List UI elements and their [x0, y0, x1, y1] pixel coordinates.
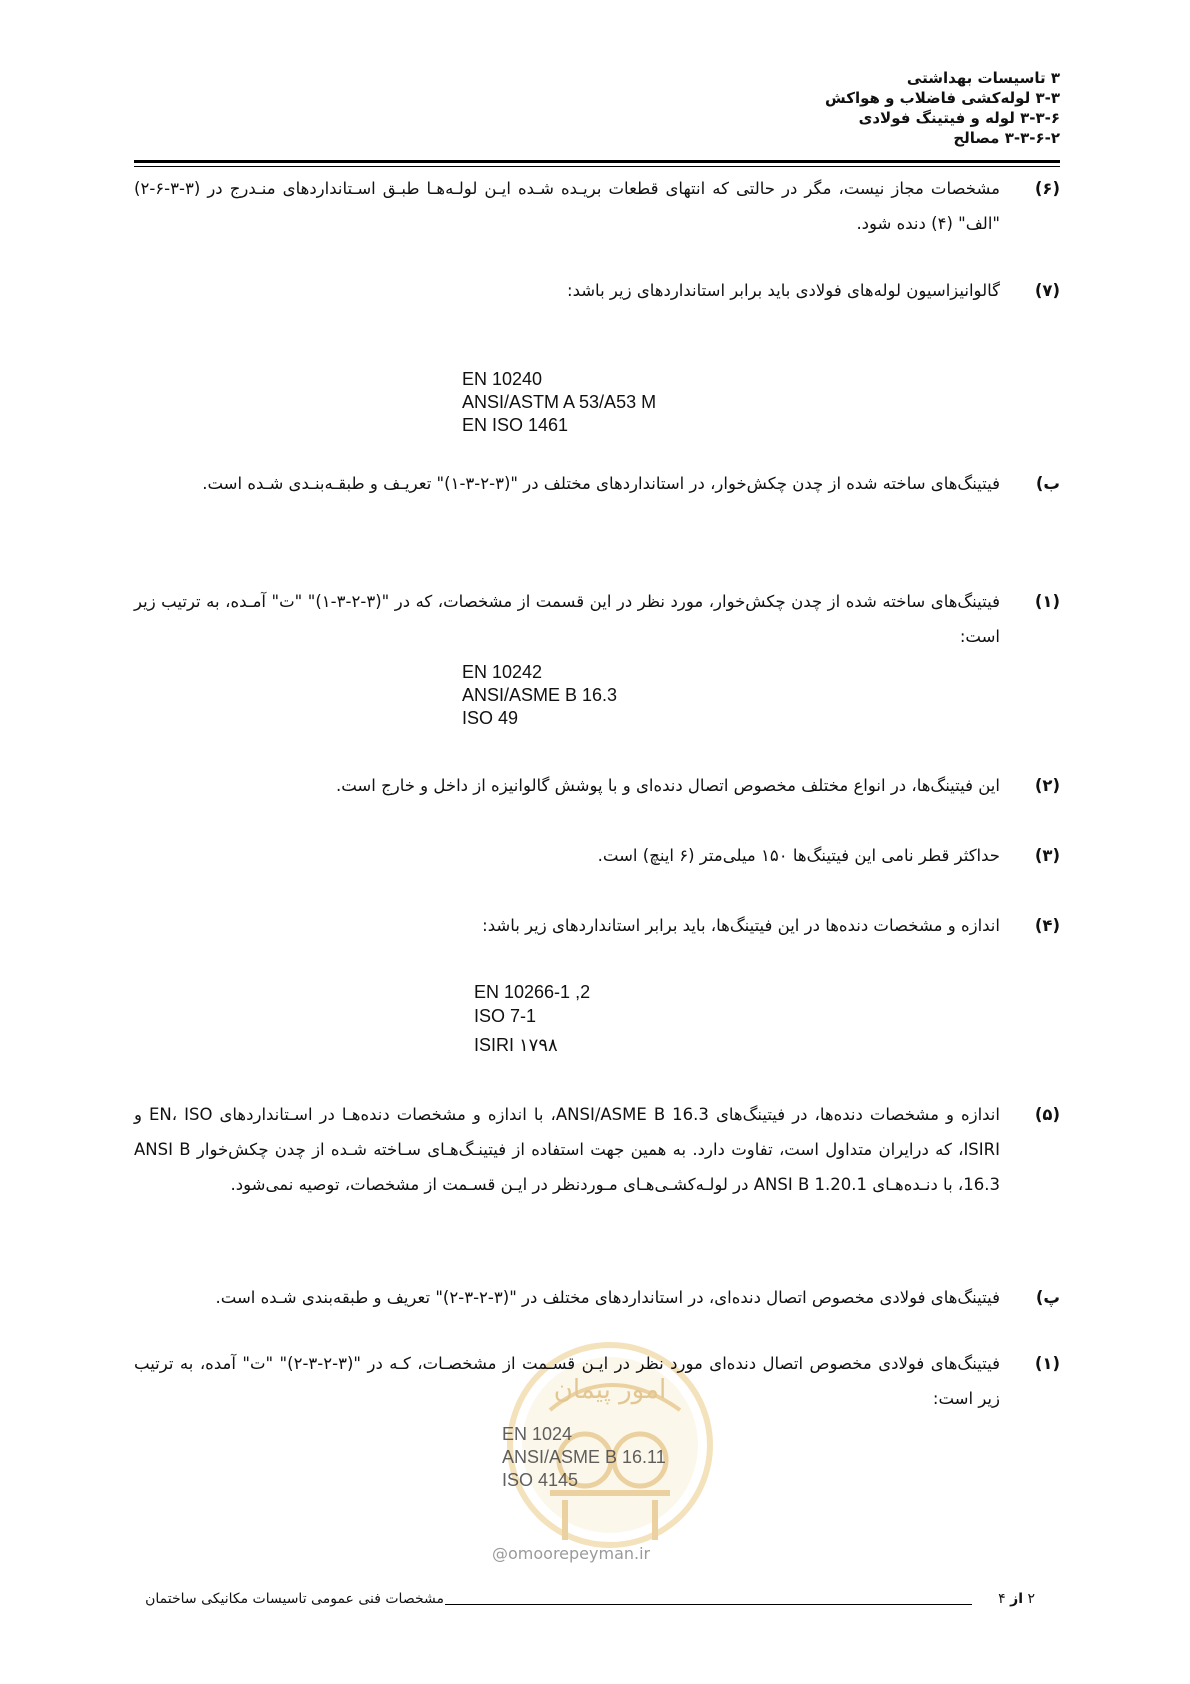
- footer-title: مشخصات فنی عمومی تاسیسات مکانیکی ساختمان: [145, 1591, 444, 1607]
- clause-text: گالوانیزاسیون لوله‌های فولادی باید برابر استانداردهای زیر باشد:: [567, 281, 1000, 300]
- standard-item: ANSI/ASME B 16.3: [462, 685, 618, 705]
- clause-text: اندازه و مشخصات دنده‌ها، در فیتینگ‌های ANSI/ASME B 16.3، با اندازه و مشخصات دنده‌هـا در اسـتانداردهای EN، ISO و ISIRI، که درایران متداول است، تفاوت دارد. به همین جهت استفاده از فیتینـگ‌هـای سـاخته شـده از چدن چکش‌خوار ANSI B 16.3، با دنـده‌هـای ANSI B 1.20.1 در لولـه‌کشـی‌هـای مـوردنظر در ایـن قسـمت از مشخصات، توصیه نمی‌شود.: [134, 1105, 1000, 1194]
- clause-number: ب): [1035, 474, 1060, 493]
- clause-number: (۷): [1034, 281, 1060, 300]
- clause-text: این فیتینگ‌ها، در انواع مختلف مخصوص اتصال دنده‌ای و با پوشش گالوانیزه از داخل و خارج است.: [335, 776, 1000, 795]
- header-chapter: ۳ تاسیسات بهداشتی: [906, 69, 1060, 87]
- footer-rule: [445, 1604, 972, 1605]
- standard-item: ISO 4145: [502, 1470, 579, 1490]
- standards-list-malleable: [462, 661, 617, 730]
- standard-item: EN 1024: [502, 1424, 573, 1444]
- standard-item: ISO 49: [462, 708, 519, 728]
- clause-text: فیتینگ‌های فولادی مخصوص اتصال دنده‌ای مورد نظر در ایـن قسـمت از مشخصـات، کـه در "(۳-۲-۳-۲)" "ت" آمده، به ترتیب زیر است:: [134, 1354, 1000, 1408]
- clause-number: (۶): [1034, 179, 1060, 198]
- page-of: از: [1010, 1591, 1024, 1607]
- clause-number: (۱): [1034, 1354, 1060, 1373]
- page-current: ۲: [1027, 1591, 1035, 1607]
- standard-item: EN 10240: [462, 369, 543, 389]
- header-rule-thin: [134, 166, 1060, 167]
- standard-item: ANSI/ASME B 16.11: [502, 1447, 666, 1467]
- standard-item: ANSI/ASTM A 53/A53 M: [462, 392, 657, 412]
- clause-number: (۴): [1034, 916, 1060, 935]
- clause-7: [134, 273, 1060, 308]
- clause-6: [134, 171, 1060, 241]
- clause-number: (۲): [1034, 776, 1060, 795]
- clause-number: (۳): [1034, 846, 1060, 865]
- clause-text: حداکثر قطر نامی این فیتینگ‌ها ۱۵۰ میلی‌متر (۶ اینچ) است.: [597, 846, 1000, 865]
- watermark-url: @omoorepeyman.ir: [492, 1544, 651, 1563]
- clause-text: اندازه و مشخصات دنده‌ها در این فیتینگ‌ها، باید برابر استانداردهای زیر باشد:: [482, 916, 1000, 935]
- clause-b-1: [134, 584, 1060, 654]
- standards-list-threads: [474, 980, 590, 1057]
- page-total: ۴: [998, 1591, 1006, 1607]
- header-topic: ۳-۳-۶-۲ مصالح: [953, 129, 1060, 147]
- clause-b-3: [134, 838, 1060, 873]
- standard-item: ISIRI ۱۷۹۸: [474, 1035, 558, 1055]
- clause-p-1: [134, 1346, 1060, 1416]
- header-rule-thick: [134, 160, 1060, 163]
- standard-item: EN 10266-1 ,2: [474, 982, 591, 1002]
- section-header: [825, 68, 1060, 148]
- clause-text: مشخصات مجاز نیست، مگر در حالتی که انتهای قطعات بریـده شـده ایـن لولـه‌هـا طبـق اسـتانداردهای منـدرج در (۳-۳-۶-۲) "الف" (۴) دنده شود.: [134, 179, 1000, 233]
- header-section: ۳-۳ لوله‌کشی فاضلاب و هواکش: [825, 89, 1060, 107]
- page-number: [998, 1591, 1035, 1607]
- standard-item: ISO 7-1: [474, 1006, 537, 1026]
- standards-list-galvanizing: [462, 368, 656, 437]
- clause-b: [134, 466, 1060, 501]
- clause-number: (۱): [1034, 592, 1060, 611]
- standards-list-steel: [502, 1423, 666, 1492]
- clause-text: فیتینگ‌های فولادی مخصوص اتصال دنده‌ای، در استانداردهای مختلف در "(۳-۲-۳-۲)" تعریف و طبقه‌بندی شـده است.: [215, 1288, 1000, 1307]
- clause-number: (۵): [1034, 1105, 1060, 1124]
- clause-text: فیتینگ‌های ساخته شده از چدن چکش‌خوار، در استانداردهای مختلف در "(۳-۲-۳-۱)" تعریـف و طبقـه‌بنـدی شـده است.: [202, 474, 1000, 493]
- header-subsection: ۳-۳-۶ لوله و فیتینگ فولادی: [858, 109, 1060, 127]
- clause-text: فیتینگ‌های ساخته شده از چدن چکش‌خوار، مورد نظر در این قسمت از مشخصات، که در "(۳-۲-۳-۱)" "ت" آمـده، به ترتیب زیر است:: [134, 592, 1000, 646]
- clause-b-2: [134, 768, 1060, 803]
- standard-item: EN ISO 1461: [462, 415, 569, 435]
- clause-number: پ): [1035, 1288, 1060, 1307]
- clause-b-4: [134, 908, 1060, 943]
- clause-p: [134, 1280, 1060, 1315]
- watermark-logo-text: امور پیمان: [553, 1375, 667, 1405]
- standard-item: EN 10242: [462, 662, 543, 682]
- clause-b-5: [134, 1097, 1060, 1202]
